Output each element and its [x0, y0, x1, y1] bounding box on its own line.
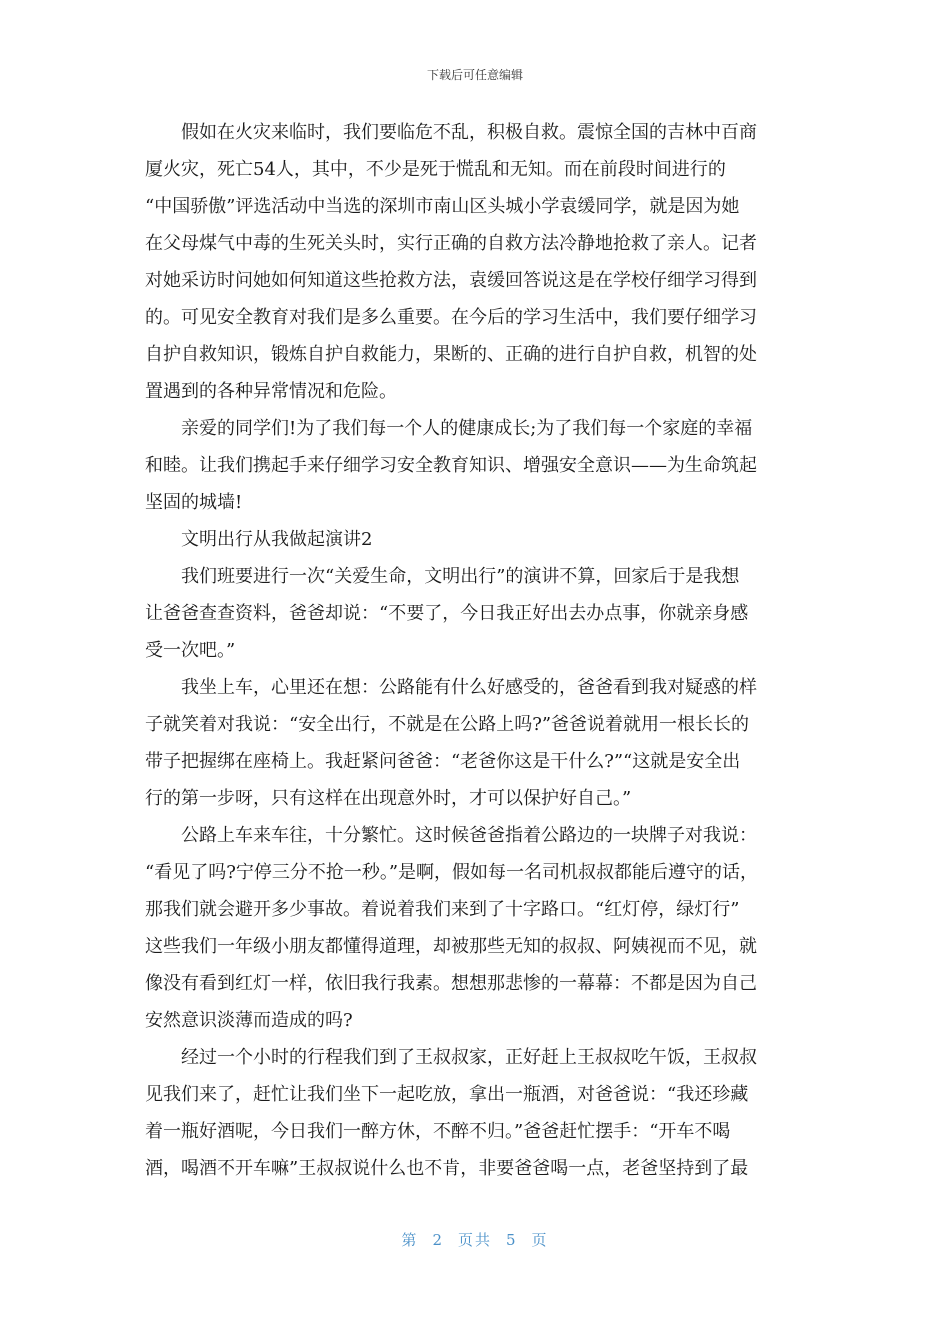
text-line: 我坐上车，心里还在想：公路能有什么好感受的，爸爸看到我对疑惑的样	[181, 677, 757, 698]
text-line: 文明出行从我做起演讲2	[181, 529, 373, 550]
text-line: 公路上车来车往，十分繁忙。这时候爸爸指着公路边的一块牌子对我说：	[181, 825, 757, 846]
text-line: 我们班要进行一次“关爱生命，文明出行”的演讲不算，回家后于是我想	[181, 566, 740, 587]
page-footer	[0, 1229, 950, 1250]
text-line: 见我们来了，赶忙让我们坐下一起吃放，拿出一瓶酒，对爸爸说：“我还珍藏	[145, 1084, 749, 1105]
footer-total-pages: 5	[506, 1231, 518, 1249]
text-line: 行的第一步呀，只有这样在出现意外时，才可以保护好自己。”	[145, 788, 632, 809]
text-line: 这些我们一年级小朋友都懂得道理，却被那些无知的叔叔、阿姨视而不见，就	[145, 936, 757, 957]
footer-prefix: 第	[401, 1231, 419, 1249]
text-line: 像没有看到红灯一样，依旧我行我素。想想那悲惨的一幕幕：不都是因为自己	[145, 973, 757, 994]
text-line: 酒，喝酒不开车嘛”王叔叔说什么也不肯，非要爸爸喝一点，老爸坚持到了最	[145, 1158, 749, 1179]
text-line: 厦火灾，死亡54人，其中，不少是死于慌乱和无知。而在前段时间进行的	[145, 159, 726, 180]
text-line: 带子把握绑在座椅上。我赶紧问爸爸：“老爸你这是干什么?”“这就是安全出	[145, 751, 741, 772]
text-line: “看见了吗?宁停三分不抢一秒。”是啊，假如每一名司机叔叔都能后遵守的话，	[145, 862, 759, 883]
text-line: 经过一个小时的行程我们到了王叔叔家，正好赶上王叔叔吃午饭，王叔叔	[181, 1047, 757, 1068]
text-line: 在父母煤气中毒的生死关头时，实行正确的自救方法冷静地抢救了亲人。记者	[145, 233, 757, 254]
text-line: “中国骄傲”评选活动中当选的深圳市南山区头城小学袁缓同学，就是因为她	[145, 196, 740, 217]
document-body	[145, 114, 817, 1187]
text-line: 安然意识淡薄而造成的吗?	[145, 1010, 353, 1031]
page-header: 下载后可任意编辑	[426, 68, 523, 82]
text-line: 坚固的城墙!	[145, 492, 243, 513]
text-line: 那我们就会避开多少事故。着说着我们来到了十字路口。“红灯停，绿灯行”	[145, 899, 740, 920]
text-line: 受一次吧。”	[145, 640, 236, 661]
text-line: 置遇到的各种异常情况和危险。	[145, 381, 397, 402]
text-line: 子就笑着对我说：“安全出行，不就是在公路上吗?”爸爸说着就用一根长长的	[145, 714, 750, 735]
text-line: 的。可见安全教育对我们是多么重要。在今后的学习生活中，我们要仔细学习	[145, 307, 757, 328]
text-line: 着一瓶好酒呢，今日我们一醉方休，不醉不归。”爸爸赶忙摆手：“开车不喝	[145, 1121, 731, 1142]
footer-middle: 页共	[457, 1231, 492, 1249]
footer-current-page: 2	[432, 1231, 444, 1249]
text-line: 自护自救知识，锻炼自护自救能力，果断的、正确的进行自护自救，机智的处	[145, 344, 757, 365]
footer-suffix: 页	[531, 1231, 549, 1249]
text-line: 和睦。让我们携起手来仔细学习安全教育知识、增强安全意识——为生命筑起	[145, 455, 757, 476]
text-line: 对她采访时问她如何知道这些抢救方法，袁缓回答说这是在学校仔细学习得到	[145, 270, 757, 291]
text-line: 亲爱的同学们!为了我们每一个人的健康成长;为了我们每一个家庭的幸福	[181, 418, 753, 439]
text-line: 假如在火灾来临时，我们要临危不乱，积极自救。震惊全国的吉林中百商	[181, 122, 757, 143]
text-line: 让爸爸查查资料，爸爸却说：“不要了，今日我正好出去办点事，你就亲身感	[145, 603, 749, 624]
